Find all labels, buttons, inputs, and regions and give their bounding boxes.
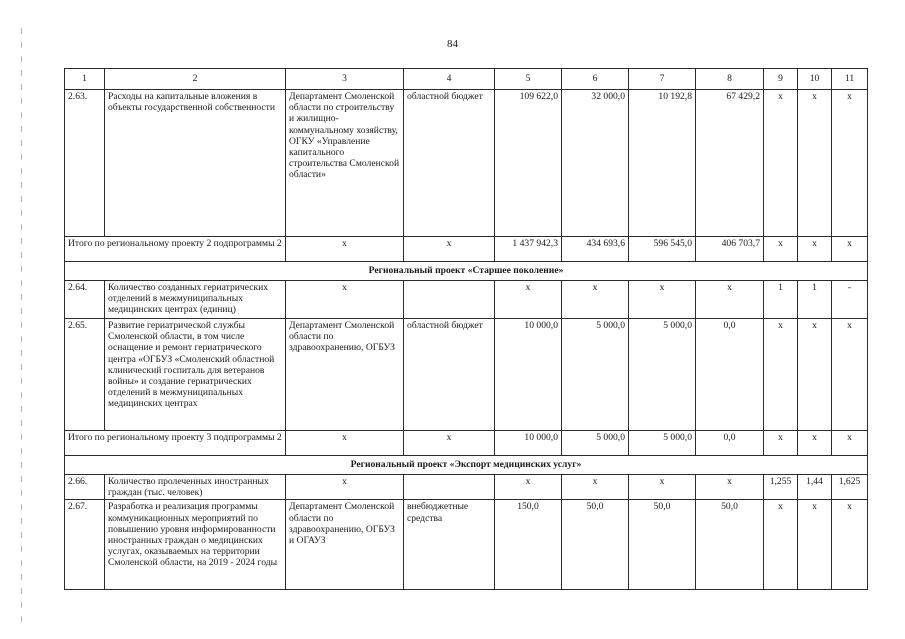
- table-row: [65, 500, 868, 590]
- value-cell: х: [832, 319, 868, 431]
- total-label: Итого по региональному проекту 3 подпрограммы 2: [65, 431, 286, 456]
- value-cell: 406 703,7: [696, 237, 764, 262]
- header-cell: 3: [286, 69, 404, 90]
- value-cell: х: [286, 237, 404, 262]
- value-cell: 10 192,8: [629, 90, 696, 237]
- row-name: Развитие гериатрической службы Смоленской области, в том числе оснащение и ремонт гериатрического центра «ОГБУЗ «Смоленский областной клинический госпиталь для ветеранов войны» и создание гериатрических отделений в межмуниципальных медицинских центрах: [105, 319, 286, 431]
- value-cell: х: [832, 90, 868, 237]
- value-cell: 10 000,0: [495, 431, 562, 456]
- row-name: Количество созданных гериатрических отделений в межмуниципальных медицинских центрах (единиц): [105, 281, 286, 319]
- value-cell: 596 545,0: [629, 237, 696, 262]
- value-cell: 50,0: [629, 500, 696, 590]
- row-funding-source: [404, 475, 495, 500]
- value-cell: 32 000,0: [562, 90, 629, 237]
- value-cell: х: [798, 90, 832, 237]
- header-cell: 7: [629, 69, 696, 90]
- row-executor: х: [286, 281, 404, 319]
- binding-margin-line: [21, 28, 22, 628]
- row-number: 2.66.: [65, 475, 105, 500]
- table-row: [65, 90, 868, 237]
- page-number: 84: [447, 38, 458, 50]
- value-cell: х: [798, 319, 832, 431]
- value-cell: 1 437 942,3: [495, 237, 562, 262]
- row-name: Расходы на капитальные вложения в объекты государственной собственности: [105, 90, 286, 237]
- section-title: Региональный проект «Старшее поколение»: [65, 262, 868, 281]
- value-cell: 5 000,0: [562, 431, 629, 456]
- value-cell: х: [495, 281, 562, 319]
- value-cell: х: [562, 475, 629, 500]
- row-number: 2.64.: [65, 281, 105, 319]
- value-cell: 5 000,0: [629, 431, 696, 456]
- value-cell: х: [798, 500, 832, 590]
- value-cell: х: [832, 237, 868, 262]
- row-funding-source: областной бюджет: [404, 319, 495, 431]
- program-table: [64, 68, 868, 590]
- value-cell: 1,44: [798, 475, 832, 500]
- table-row: [65, 475, 868, 500]
- column-number-row: [65, 69, 868, 90]
- value-cell: х: [764, 237, 798, 262]
- value-cell: х: [696, 475, 764, 500]
- value-cell: х: [629, 281, 696, 319]
- header-cell: 8: [696, 69, 764, 90]
- value-cell: х: [495, 475, 562, 500]
- value-cell: 5 000,0: [629, 319, 696, 431]
- value-cell: х: [286, 431, 404, 456]
- header-cell: 11: [832, 69, 868, 90]
- row-number: 2.67.: [65, 500, 105, 590]
- value-cell: 50,0: [696, 500, 764, 590]
- value-cell: 0,0: [696, 319, 764, 431]
- header-cell: 2: [105, 69, 286, 90]
- value-cell: -: [832, 281, 868, 319]
- value-cell: х: [764, 90, 798, 237]
- row-funding-source: внебюджетные средства: [404, 500, 495, 590]
- value-cell: х: [798, 237, 832, 262]
- row-name: Разработка и реализация программы коммуникационных мероприятий по повышению уровня информированности иностранных граждан о медицинских услугах, оказываемых на территории Смоленской области, на 2019 - 2024 годы: [105, 500, 286, 590]
- value-cell: х: [798, 431, 832, 456]
- row-number: 2.63.: [65, 90, 105, 237]
- value-cell: 1: [798, 281, 832, 319]
- table-row: [65, 281, 868, 319]
- total-row: [65, 237, 868, 262]
- total-label: Итого по региональному проекту 2 подпрограммы 2: [65, 237, 286, 262]
- value-cell: 1: [764, 281, 798, 319]
- value-cell: 0,0: [696, 431, 764, 456]
- section-row: [65, 456, 868, 475]
- value-cell: 5 000,0: [562, 319, 629, 431]
- value-cell: 109 622,0: [495, 90, 562, 237]
- value-cell: х: [832, 431, 868, 456]
- header-cell: 1: [65, 69, 105, 90]
- total-row: [65, 431, 868, 456]
- row-name: Количество пролеченных иностранных граждан (тыс. человек): [105, 475, 286, 500]
- value-cell: 1,625: [832, 475, 868, 500]
- row-funding-source: [404, 281, 495, 319]
- row-number: 2.65.: [65, 319, 105, 431]
- value-cell: х: [562, 281, 629, 319]
- row-funding-source: областной бюджет: [404, 90, 495, 237]
- row-executor: х: [286, 475, 404, 500]
- value-cell: 10 000,0: [495, 319, 562, 431]
- value-cell: х: [629, 475, 696, 500]
- header-cell: 6: [562, 69, 629, 90]
- value-cell: х: [764, 319, 798, 431]
- value-cell: 434 693,6: [562, 237, 629, 262]
- header-cell: 4: [404, 69, 495, 90]
- section-row: [65, 262, 868, 281]
- table-row: [65, 319, 868, 431]
- row-executor: Департамент Смоленской области по здравоохранению, ОГБУЗ и ОГАУЗ: [286, 500, 404, 590]
- section-title: Региональный проект «Экспорт медицинских услуг»: [65, 456, 868, 475]
- value-cell: х: [404, 237, 495, 262]
- header-cell: 5: [495, 69, 562, 90]
- value-cell: х: [404, 431, 495, 456]
- header-cell: 9: [764, 69, 798, 90]
- value-cell: 50,0: [562, 500, 629, 590]
- value-cell: х: [832, 500, 868, 590]
- value-cell: х: [764, 431, 798, 456]
- value-cell: х: [696, 281, 764, 319]
- value-cell: х: [764, 500, 798, 590]
- row-executor: Департамент Смоленской области по строительству и жилищно-коммунальному хозяйству, ОГКУ «Управление капитального строительства Смоленской области»: [286, 90, 404, 237]
- value-cell: 1,255: [764, 475, 798, 500]
- row-executor: Департамент Смоленской области по здравоохранению, ОГБУЗ: [286, 319, 404, 431]
- value-cell: 150,0: [495, 500, 562, 590]
- value-cell: 67 429,2: [696, 90, 764, 237]
- header-cell: 10: [798, 69, 832, 90]
